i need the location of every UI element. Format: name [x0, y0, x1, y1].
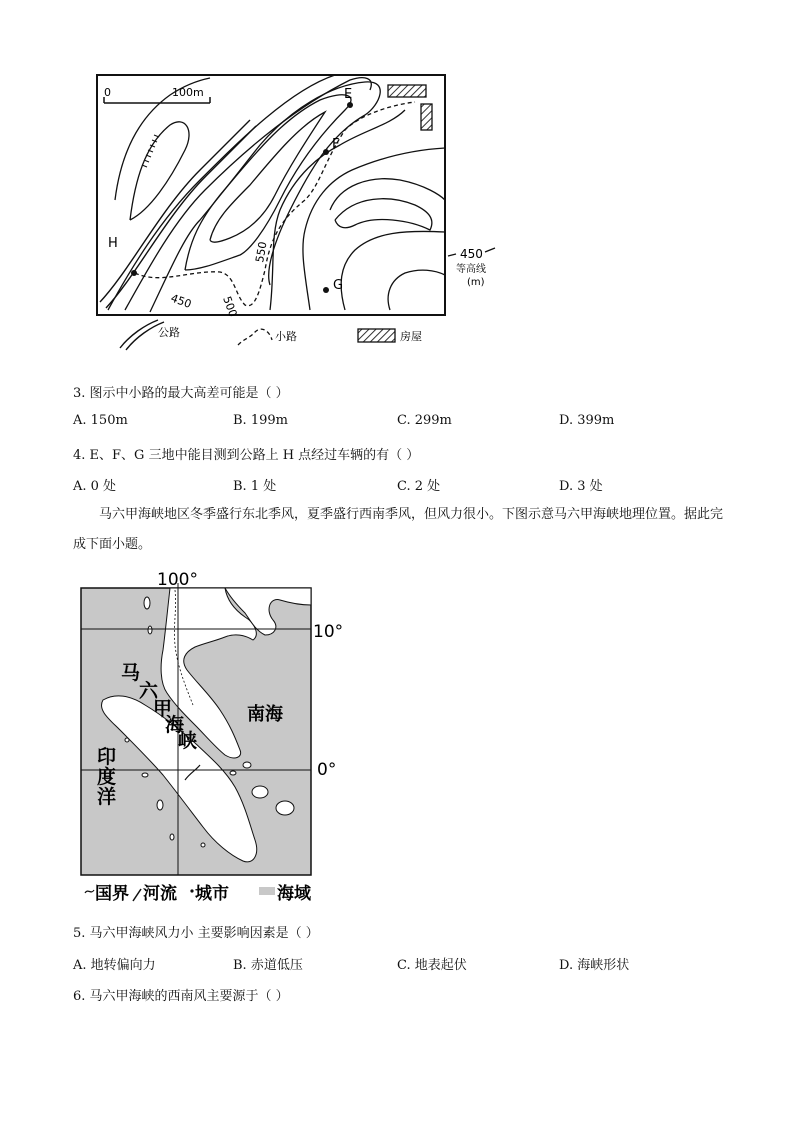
- q5-option-b[interactable]: B. 赤道低压: [233, 958, 303, 973]
- q4-option-a[interactable]: A. 0 处: [73, 479, 117, 494]
- question-6: 6. 马六甲海峡的西南风主要源于（ ）: [73, 989, 289, 1004]
- longitude-label: 100°: [157, 570, 198, 590]
- indian-ocean-label: [97, 746, 116, 808]
- svg-text:度: 度: [97, 766, 117, 788]
- legend-city-label: 城市: [195, 884, 229, 904]
- scale-length: 100m: [172, 86, 204, 99]
- legend-path-label: 小路: [275, 330, 297, 343]
- contour-label-500: 500: [220, 294, 240, 319]
- legend-border-label: 国界: [95, 884, 129, 904]
- legend-sea-label: 海域: [277, 884, 311, 904]
- geo-legend: [85, 883, 312, 904]
- q3-option-a[interactable]: A. 150m: [73, 413, 128, 428]
- q5-option-a[interactable]: A. 地转偏向力: [73, 958, 156, 973]
- south-sea-label: 南海: [247, 704, 283, 725]
- question-4: 4. E、F、G 三地中能目测到公路上 H 点经过车辆的有（ ）: [73, 448, 420, 463]
- map-frame: [97, 75, 445, 315]
- svg-text:六: 六: [139, 680, 159, 702]
- side-contour-label: [448, 247, 495, 288]
- q4-option-c[interactable]: C. 2 处: [397, 479, 441, 494]
- house-1: [388, 85, 426, 97]
- house-2: [421, 104, 432, 130]
- svg-text:E: E: [344, 87, 353, 102]
- latitude-10-label: 10°: [313, 622, 344, 642]
- svg-text:F: F: [332, 137, 340, 152]
- malacca-map: [75, 565, 360, 910]
- q5-option-c[interactable]: C. 地表起伏: [397, 958, 467, 973]
- svg-text:海: 海: [165, 714, 185, 736]
- q3-option-b[interactable]: B. 199m: [233, 413, 288, 428]
- q5-option-d[interactable]: D. 海峡形状: [559, 958, 630, 973]
- question-3: 3. 图示中小路的最大高差可能是（ ）: [73, 386, 289, 401]
- q3-option-c[interactable]: C. 299m: [397, 413, 452, 428]
- svg-text:甲: 甲: [153, 698, 173, 720]
- question-5: 5. 马六甲海峡风力小 主要影响因素是（ ）: [73, 926, 319, 941]
- legend-house-label: 房屋: [400, 330, 422, 343]
- topographic-map: [90, 70, 520, 355]
- svg-text:G: G: [333, 278, 344, 293]
- svg-text:等高线: 等高线: [456, 264, 486, 275]
- scale-zero: 0: [104, 86, 111, 99]
- svg-text:(m): (m): [467, 277, 485, 288]
- svg-text:H: H: [108, 236, 118, 251]
- latitude-0-label: 0°: [317, 760, 337, 780]
- topo-legend: [120, 320, 422, 350]
- q4-option-d[interactable]: D. 3 处: [559, 479, 603, 494]
- svg-text:马: 马: [121, 662, 141, 684]
- svg-text:印: 印: [97, 746, 117, 768]
- q3-option-d[interactable]: D. 399m: [559, 413, 615, 428]
- q4-option-b[interactable]: B. 1 处: [233, 479, 277, 494]
- legend-road-label: 公路: [158, 326, 180, 339]
- contour-label-450: 450: [168, 291, 194, 312]
- contour-label-550: 550: [253, 240, 270, 264]
- svg-text:峡: 峡: [178, 730, 198, 752]
- passage: 马六甲海峡地区冬季盛行东北季风，夏季盛行西南季风，但风力很小。下图示意马六甲海峡地理位置。据此完成下面小题。: [73, 507, 724, 552]
- legend-river-label: 河流: [143, 884, 177, 904]
- svg-text:洋: 洋: [97, 786, 117, 808]
- svg-text:450: 450: [460, 247, 483, 261]
